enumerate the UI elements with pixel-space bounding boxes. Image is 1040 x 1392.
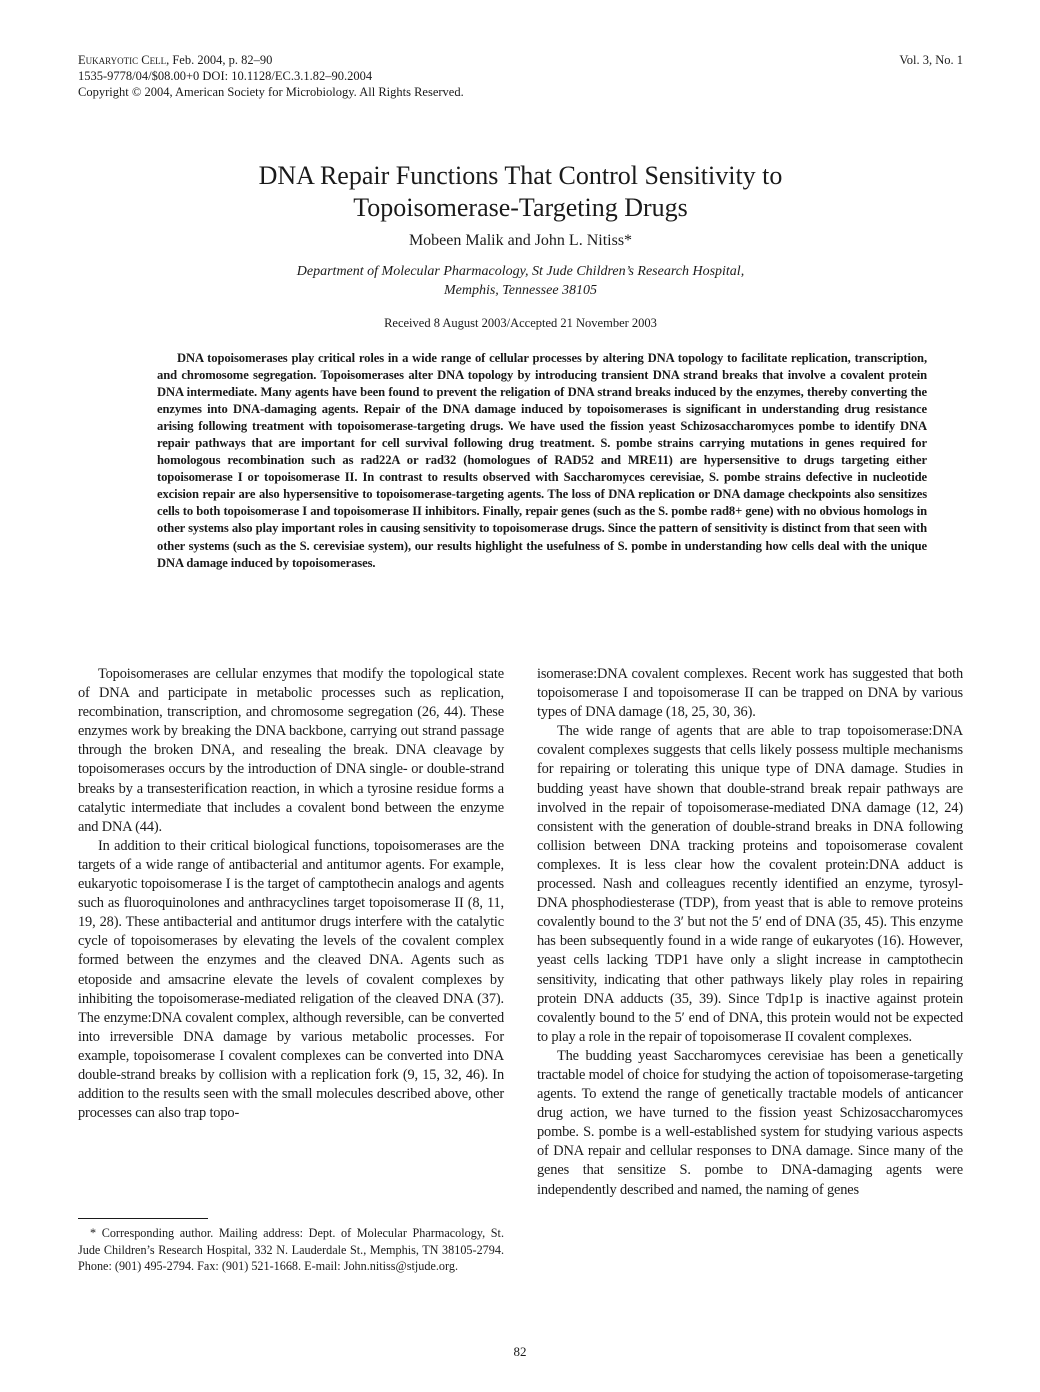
affiliation-line-1: Department of Molecular Pharmacology, St Jude Children’s Research Hospital, [296, 264, 745, 279]
header-citation-block [78, 52, 464, 100]
article-title [78, 160, 963, 224]
affiliation [78, 262, 963, 300]
body-paragraph: Topoisomerases are cellular enzymes that modify the topological state of DNA and participate in metabolic processes such as replication, recombination, transcription, and chromosome segregation (26, 44). These enzymes work by breaking the DNA backbone, carrying out strand passage through the broken DNA, and resealing the break. DNA cleavage by topoisomerases occurs by the introduction of DNA single- or double-strand breaks by a transesterification reaction, in which a tyrosine residue forms a catalytic intermediate that includes a covalent bond between the enzyme and DNA (44). [78, 666, 504, 835]
copyright: Copyright © 2004, American Society for Microbiology. All Rights Reserved. [78, 85, 464, 99]
title-line-2: Topoisomerase-Targeting Drugs [353, 193, 688, 222]
authors: Mobeen Malik and John L. Nitiss* [408, 232, 633, 249]
body-column-left [78, 665, 504, 1123]
body-paragraph: In addition to their critical biological functions, topoisomerases are the targets of a wide range of antibacterial and antitumor agents. For example, eukaryotic topoisomerase I is the target of camptothecin analogs and agents such as fluoroquinolones and anthracyclines target topoisomerase II (8, 11, 19, 28). These antibacterial and antitumor drugs interfere with the catalytic cycle of topoisomerases by elevating the levels of the covalent complex formed between the enzymes and the cleaved DNA. Agents such as etoposide and amsacrine elevate the levels of covalent complexes by inhibiting the topoisomerase-mediated religation of the cleaved DNA (37). The enzyme:DNA covalent complex, although reversible, can be converted into irreversible DNA damage by various metabolic processes. For example, topoisomerase I covalent complexes can be converted into DNA double-strand breaks by collision with a replication fork (9, 15, 32, 46). In addition to the results seen with the small molecules described above, other processes can also trap topo- [78, 837, 504, 1122]
journal-name: Eukaryotic Cell [78, 53, 167, 67]
body-paragraph: The budding yeast Saccharomyces cerevisiae has been a genetically tractable model of choice for studying the action of topoisomerase-targeting agents. To extend the range of genetically tractable models of anticancer drug action, we have turned to the fission yeast Schizosaccharomyces pombe. S. pombe is a well-established system for studying various aspects of DNA repair and cellular responses to DNA damage. Since many of the genes that sensitize S. pombe to DNA-damaging agents were independently described and named, the naming of genes [537, 1047, 963, 1198]
issn-doi: 1535-9778/04/$08.00+0 DOI: 10.1128/EC.3.1.82–90.2004 [78, 69, 373, 83]
body-paragraph: The wide range of agents that are able to trap topoisomerase:DNA covalent complexes suggests that cells likely possess multiple mechanisms for repairing or tolerating this unique type of DNA damage. Studies in budding yeast have shown that double-strand break repair pathways are involved in the repair of topoisomerase-mediated DNA damage (12, 24) consistent with the generation of double-strand breaks in DNA following collision between DNA tracking proteins and topoisomerase covalent complexes. It is less clear how the covalent protein:DNA adduct is processed. Nash and colleagues recently identified an enzyme, tyrosyl-DNA phosphodiesterase (TDP), from yeast that is able to remove proteins covalently bound to the 3′ but not the 5′ end of DNA (35, 45). This enzyme has been subsequently found in a wide range of eukaryotes (16). However, yeast cells lacking TDP1 have only a slight increase in camptothecin sensitivity, indicating that other pathways likely play roles in repairing protein DNA adducts (35, 39). Since Tdp1p is inactive against protein covalently bound to the 5′ end of DNA, this protein would not be expected to play a role in the repair of topoisomerase II covalent complexes. [537, 723, 963, 1045]
corresponding-author-footnote: * Corresponding author. Mailing address: Dept. of Molecular Pharmacology, St. Jude Children’s Research Hospital, 332 N. Lauderdale St., Memphis, TN 38105-2794. Phone: (901) 495-2794. Fax: (901) 521-1668. E-mail: John.nitiss@stjude.org. [78, 1226, 504, 1273]
abstract: DNA topoisomerases play critical roles in a wide range of cellular processes by altering DNA topology to facilitate replication, transcription, and chromosome segregation. Topoisomerases alter DNA topology by introducing transient DNA strand breaks that involve a covalent protein DNA intermediate. Many agents have been found to prevent the religation of DNA strand breaks induced by the enzymes, thereby converting the enzymes into DNA-damaging agents. Repair of the DNA damage induced by topoisomerases is significant in understanding drug resistance arising following treatment with topoisomerase-targeting drugs. We have used the fission yeast Schizosaccharomyces pombe to identify DNA repair pathways that are important for cell survival following drug treatment. S. pombe strains carrying mutations in genes required for homologous recombination such as rad22A or rad32 (homologues of RAD52 and MRE11) are hypersensitive to drugs targeting either topoisomerase I or topoisomerase II. In contrast to results observed with Saccharomyces cerevisiae, S. pombe strains defective in nucleotide excision repair are also hypersensitive to topoisomerase-targeting agents. The loss of DNA replication or DNA damage checkpoints also sensitizes cells to both topoisomerase I and topoisomerase II inhibitors. Finally, repair genes (such as the S. pombe rad8+ gene) with no obvious homologs in other systems also play important roles in causing sensitivity to topoisomerase drugs. Since the pattern of sensitivity is distinct from that seen with other systems (such as the S. cerevisiae system), our results highlight the usefulness of S. pombe in understanding how cells deal with the unique DNA damage induced by topoisomerases. [157, 351, 927, 570]
volume-issue: Vol. 3, No. 1 [899, 53, 963, 67]
received-accepted-dates: Received 8 August 2003/Accepted 21 November 2003 [384, 316, 657, 330]
footnote-divider [78, 1218, 208, 1219]
affiliation-line-2: Memphis, Tennessee 38105 [443, 283, 598, 298]
citation-details: , Feb. 2004, p. 82–90 [166, 53, 273, 67]
header-citation [78, 52, 464, 68]
body-column-right [537, 665, 963, 1200]
page-number: 82 [513, 1344, 527, 1359]
title-line-1: DNA Repair Functions That Control Sensitivity to [258, 161, 783, 190]
body-paragraph: isomerase:DNA covalent complexes. Recent work has suggested that both topoisomerase I and topoisomerase II can be trapped on DNA by various types of DNA damage (18, 25, 30, 36). [537, 666, 963, 721]
